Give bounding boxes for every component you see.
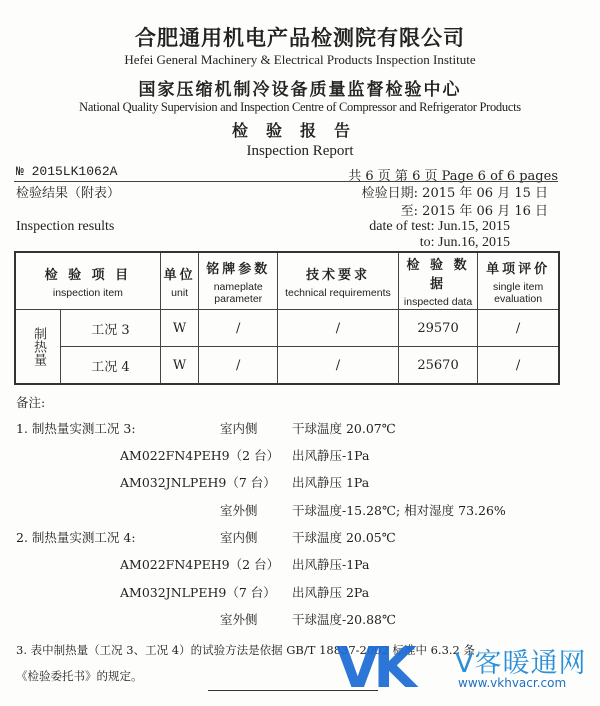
test-date-from-en: date of test: Jun.15, 2015 <box>369 219 510 234</box>
watermark-logo: VK <box>336 636 411 701</box>
note-1-outdoor: 室外侧 <box>220 503 258 518</box>
note-1-unit-b-value: 出风静压 1Pa <box>292 475 370 490</box>
centre-name-cn: 国家压缩机制冷设备质量监督检验中心 <box>138 80 462 100</box>
note-1-indoor: 室内侧 <box>220 421 258 436</box>
report-title-en: Inspection Report <box>246 143 354 159</box>
note-2-indoor-value: 干球温度 20.05℃ <box>292 530 396 545</box>
note-1-indoor-value: 干球温度 20.07℃ <box>292 421 396 436</box>
header-cell-nameplate: 铭牌参数 nameplate parameter <box>199 252 278 310</box>
centre-name-en: National Quality Supervision and Inspection Centre of Compressor and Refrigerator Products <box>79 100 521 114</box>
cell-nameplate: / <box>199 310 278 347</box>
note-2-unit-a: AM022FN4PEH9（2 台） <box>120 557 280 572</box>
company-name-cn: 合肥通用机电产品检测院有限公司 <box>135 25 465 50</box>
cell-data: 29570 <box>398 310 477 347</box>
note-2-unit-a-value: 出风静压-1Pa <box>292 557 370 572</box>
table-row <box>15 310 559 347</box>
cell-eval: / <box>478 310 559 347</box>
header-cell-unit: 单位 unit <box>160 252 199 310</box>
header-cell-data: 检 验 数 据 inspected data <box>398 252 477 310</box>
note-2: 2. 制热量实测工况 4: <box>16 530 136 545</box>
header-cell-item: 检 验 项 目 inspection item <box>15 252 160 310</box>
report-title-cn: 检验报告 <box>231 121 368 140</box>
cell-tech: / <box>278 347 399 385</box>
note-1: 1. 制热量实测工况 3: <box>16 421 136 436</box>
results-label-cn: 检验结果（附表） <box>16 186 121 201</box>
table-row <box>15 347 559 385</box>
results-table <box>14 251 560 385</box>
watermark-name: V客暖通网 <box>455 648 587 679</box>
cell-unit: W <box>160 310 199 347</box>
test-date-from-cn: 检验日期: 2015 年 06 月 15 日 <box>361 186 548 201</box>
watermark-url: www.vkhvacr.com <box>458 676 567 690</box>
note-2-unit-b: AM032JNLPEH9（7 台） <box>120 585 276 600</box>
header-cell-eval: 单项评价 single item evaluation <box>478 252 559 310</box>
cell-unit: W <box>160 347 199 385</box>
page-info: 共 6 页 第 6 页 Page 6 of 6 pages <box>348 169 558 184</box>
note-1-unit-a: AM022FN4PEH9（2 台） <box>120 448 280 463</box>
company-name-en: Hefei General Machinery & Electrical Products Inspection Institute <box>124 52 476 67</box>
note-1-outdoor-value: 干球温度-15.28℃; 相对湿度 73.26% <box>292 503 506 518</box>
note-2-unit-b-value: 出风静压 2Pa <box>292 585 370 600</box>
note-2-outdoor-value: 干球温度-20.88℃ <box>292 612 396 627</box>
note-2-outdoor: 室外侧 <box>220 612 258 627</box>
note-2-indoor: 室内侧 <box>220 530 258 545</box>
test-date-to-en: to: Jun.16, 2015 <box>419 235 510 250</box>
note-3-line-2: 《检验委托书》的规定。 <box>16 669 143 683</box>
note-3-line-1: 3. 表中制热量（工况 3、工况 4）的试验方法是依据 GB/T 18837-2002 标准中 6.3.2 条 <box>16 643 476 657</box>
table-header-row <box>15 252 559 310</box>
cell-nameplate: / <box>199 347 278 385</box>
notes-title: 备注: <box>16 395 46 410</box>
cell-item: 工况 4 <box>61 347 161 385</box>
cell-item: 工况 3 <box>61 310 161 347</box>
group-label: 制热量 <box>15 310 61 385</box>
test-date-to-cn: 至: 2015 年 06 月 16 日 <box>400 204 548 219</box>
cell-eval: / <box>478 347 559 385</box>
results-label-en: Inspection results <box>16 219 115 234</box>
cell-tech: / <box>278 310 399 347</box>
note-1-unit-b: AM032JNLPEH9（7 台） <box>120 475 276 490</box>
note-1-unit-a-value: 出风静压-1Pa <box>292 448 370 463</box>
header-cell-tech: 技术要求 technical requirements <box>278 252 399 310</box>
report-number: № 2015LK1062A <box>16 164 118 179</box>
cell-data: 25670 <box>398 347 477 385</box>
